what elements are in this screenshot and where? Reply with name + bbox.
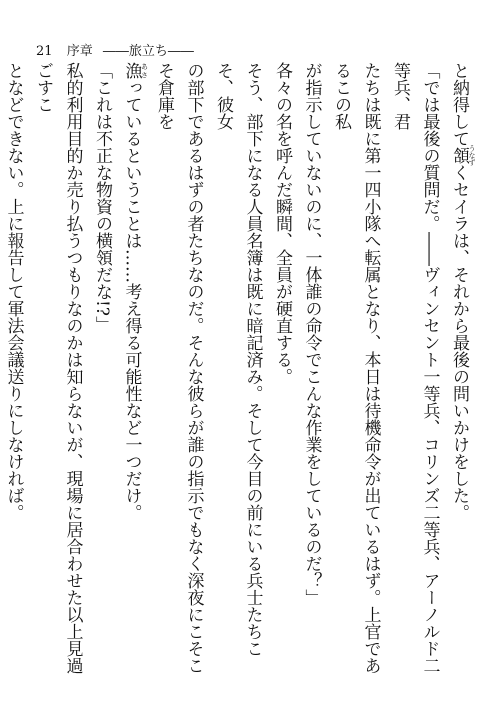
- text-line: 漁 あさっているということは……考え得る可能性など一つだけ。: [121, 62, 149, 521]
- page-number: 21: [36, 44, 53, 59]
- furigana-ruby: 頷 うなず: [449, 145, 476, 166]
- body-text: [3, 62, 476, 684]
- text-line: が指示していないのに、一体誰の命令でこんな作業をしているのだ？」: [301, 62, 322, 606]
- text-line: 各々の名を呼んだ瞬間、全員が硬直する。: [272, 62, 292, 385]
- text-line: 私的利用目的か売り払うつもりなのかは知らないが、現場に居合わせた以上見過ごすこ: [33, 62, 83, 674]
- text-line: たちは既に第一四小隊へ転属となり、本日は待機命令が出ているはず。上官であるこの私: [331, 62, 381, 674]
- text-line: そう、部下になる人員名簿は既に暗記済み。そして今目の前にいる兵士たちこそ、彼女: [213, 62, 263, 657]
- text-line: 「これは不正な物資の横領だな!?」: [92, 62, 112, 333]
- text-line: 「では最後の質問だ。――ヴィンセント一等兵、コリンズ二等兵、アーノルド二等兵、君: [390, 62, 440, 674]
- text-line: の部下であるはずの者たちなのだ。そんな彼らが誰の指示でもなく深夜にこそこそ倉庫を: [154, 62, 204, 674]
- text-line: と納得して頷 うなずくセイラは、それから最後の問いかけをした。: [449, 62, 476, 521]
- chapter-title: 序章: [66, 44, 93, 59]
- chapter-subtitle: ――旅立ち――: [102, 44, 194, 59]
- furigana-ruby: 漁 あさ: [121, 62, 149, 79]
- running-head: [36, 40, 194, 59]
- text-line: となどできない。上に報告して軍法会議送りにしなければ。: [3, 62, 24, 521]
